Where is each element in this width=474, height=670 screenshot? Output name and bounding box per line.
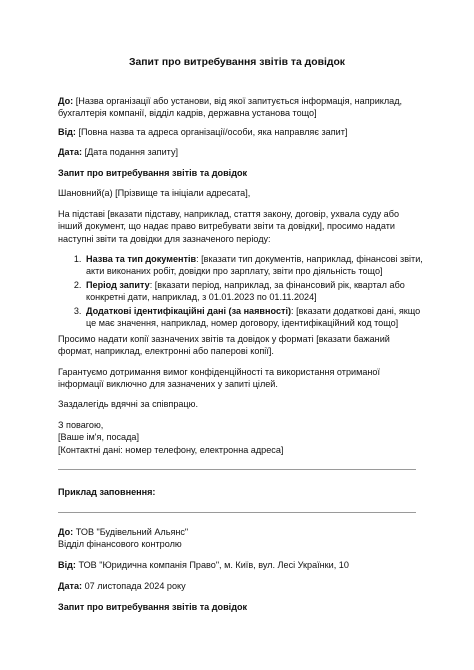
to-text: [Назва організації або установи, від якої запитується інформація, наприклад, бухгалтерія компанії, відділ кадрів, державна установа тощо] bbox=[58, 96, 403, 119]
example-subject-heading: Запит про витребування звітів та довідок bbox=[58, 602, 248, 612]
document-title: Запит про витребування звітів та довідок bbox=[128, 57, 346, 68]
to-paragraph bbox=[58, 95, 424, 120]
list-item bbox=[84, 305, 424, 330]
closing-line: З повагою, bbox=[58, 420, 104, 430]
thanks-line: Заздалегідь вдячні за співпрацю. bbox=[58, 399, 198, 409]
confidentiality-paragraph: Гарантуємо дотримання вимог конфіденційності та використання отриманої інформації виключно для зазначених у запиті цілей. bbox=[58, 367, 380, 390]
format-paragraph: Просимо надати копії зазначених звітів та довідок у форматі [вказати бажаний формат, наприклад, електронні або паперові копії]. bbox=[58, 334, 390, 357]
date-label: Дата: bbox=[58, 147, 83, 157]
list-item-label: Період запиту bbox=[86, 279, 150, 290]
example-from-label: Від: bbox=[58, 560, 76, 570]
example-from-paragraph bbox=[58, 559, 424, 571]
from-paragraph bbox=[58, 126, 424, 138]
divider-line bbox=[58, 512, 416, 513]
example-heading: Приклад заповнення: bbox=[58, 487, 156, 497]
list-item-text: : [вказати додаткові дані, якщо це має значення, наприклад, номер договору, ідентифікаційний код тощо] bbox=[86, 305, 421, 329]
example-date-text: 07 листопада 2024 року bbox=[84, 581, 186, 591]
list-item-label: Додаткові ідентифікаційні дані (за наявності) bbox=[86, 305, 292, 316]
list-item bbox=[84, 279, 424, 304]
date-paragraph bbox=[58, 146, 424, 158]
divider-line bbox=[58, 469, 416, 470]
example-to-label: До: bbox=[58, 527, 74, 537]
date-text: [Дата подання запиту] bbox=[84, 147, 179, 157]
example-from-text: ТОВ "Юридична компанія Право", м. Київ, вул. Лесі Українки, 10 bbox=[78, 560, 349, 570]
example-to-paragraph bbox=[58, 526, 424, 551]
example-to-line2: Відділ фінансового контролю bbox=[58, 539, 182, 550]
from-label: Від: bbox=[58, 127, 76, 137]
subject-heading: Запит про витребування звітів та довідок bbox=[58, 168, 248, 178]
example-date-label: Дата: bbox=[58, 581, 83, 591]
signature-contact: [Контактні дані: номер телефону, електронна адреса] bbox=[58, 444, 284, 455]
intro-paragraph: На підставі [вказати підставу, наприклад, стаття закону, договір, ухвала суду або інший документ, що надає право витребувати звіти та довідки], просимо надати наступні звіти та довідки для зазначеного періоду: bbox=[58, 209, 400, 244]
list-item-label: Назва та тип документів bbox=[86, 254, 197, 264]
to-label: До: bbox=[58, 96, 74, 106]
signature-name: [Ваше ім'я, посада] bbox=[58, 432, 139, 443]
example-to-line1: ТОВ "Будівельний Альянс" bbox=[75, 527, 189, 537]
greeting: Шановний(а) [Прізвище та ініціали адресата], bbox=[58, 188, 251, 198]
signature-block bbox=[58, 419, 424, 456]
list-item-text: : [вказати період, наприклад, за фінансовий рік, квартал або конкретні дати, наприклад, з 01.01.2023 по 01.11.2024] bbox=[86, 279, 405, 303]
example-date-paragraph bbox=[58, 580, 424, 592]
requested-documents-list bbox=[58, 253, 424, 330]
list-item bbox=[84, 253, 424, 278]
list-item-text: : [вказати тип документів, наприклад, фінансові звіти, акти виконаних робіт, довідки про зарплату, звіти про діяльність тощо] bbox=[86, 254, 423, 277]
from-text: [Повна назва та адреса організації/особи, яка направляє запит] bbox=[78, 127, 348, 137]
